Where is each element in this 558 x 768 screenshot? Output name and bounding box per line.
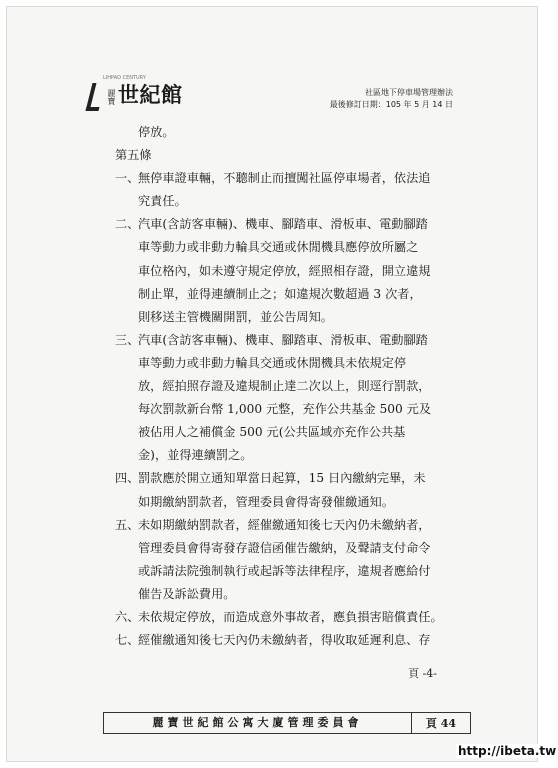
clause-6 <box>115 606 455 629</box>
logo-small-text: 麗寶 <box>107 89 116 105</box>
article-title: 第五條 <box>115 148 152 163</box>
clause-line: 或訴請法院強制執行或起訴等法律程序，違規者應給付 <box>138 563 431 578</box>
clause-line: 罰款應於開立通知單當日起算，15 日內繳納完畢，未 <box>138 471 426 486</box>
clause-line: 每次罰款新台幣 1,000 元整，充作公共基金 500 元及 <box>138 402 432 417</box>
clause-line: 被佔用人之補償金 500 元(公共區域亦充作公共基 <box>138 425 406 440</box>
clause-line: 車等動力或非動力輪具交通或休閒機具應停放所屬之 <box>138 240 419 255</box>
clause-5 <box>115 514 455 606</box>
clause-mark: 一、 <box>115 171 140 186</box>
clause-line: 車等動力或非動力輪具交通或休閒機具未依規定停 <box>138 355 407 370</box>
clause-line: 究責任。 <box>138 194 187 209</box>
clause-line: 金)，並得連續罰之。 <box>138 448 253 463</box>
logo <box>85 75 183 107</box>
clause-line: 未依規定停放，而造成意外事故者，應負損害賠償責任。 <box>138 609 443 624</box>
clause-line: 經催繳通知後七天內仍未繳納者，得收取延遲利息、存 <box>138 633 431 648</box>
clause-line: 制止單，並得連續制止之；如違規次數超過 3 次者， <box>138 286 422 301</box>
clause-mark: 四、 <box>115 471 140 486</box>
document-header <box>330 87 453 111</box>
clause-line: 如期繳納罰款者，管理委員會得寄發催繳通知。 <box>138 494 394 509</box>
logo-subtitle: LIHPAO CENTURY <box>103 75 146 81</box>
clause-line: 汽車(含訪客車輛)、機車、腳踏車、滑板車、電動腳踏 <box>138 332 428 347</box>
document-body <box>115 121 455 652</box>
footer-committee-name: 麗寶世紀館公寓大廈管理委員會 <box>104 713 412 733</box>
clause-line: 未如期繳納罰款者，經催繳通知後七天內仍未繳納者， <box>138 517 431 532</box>
footer-page-number: 頁 44 <box>425 717 457 730</box>
clause-mark: 五、 <box>115 517 140 532</box>
logo-text: 世紀館 <box>118 82 183 107</box>
site-watermark: http://ibeta.tw <box>458 744 557 758</box>
clause-1 <box>115 167 455 213</box>
clause-line: 無停車證車輛，不聽制止而擅闖社區停車場者，依法追 <box>138 171 431 186</box>
clause-mark: 三、 <box>115 332 140 347</box>
document-title: 社區地下停車場管理辦法 <box>365 88 453 97</box>
clause-2 <box>115 213 455 328</box>
page-number: 頁 -4- <box>408 667 437 680</box>
clause-mark: 二、 <box>115 217 140 232</box>
continued-text: 停放。 <box>138 125 175 139</box>
clause-line: 催告及訴訟費用。 <box>138 586 236 601</box>
clause-line: 管理委員會得寄發存證信函催告繳納，及聲請支付命令 <box>138 540 431 555</box>
clause-line: 汽車(含訪客車輛)、機車、腳踏車、滑板車、電動腳踏 <box>138 217 428 232</box>
clause-4 <box>115 467 455 513</box>
clause-mark: 七、 <box>115 633 140 648</box>
clause-line: 車位格內，如未遵守規定停放，經照相存證，開立違規 <box>138 263 431 278</box>
clause-7 <box>115 629 455 652</box>
clause-3 <box>115 329 455 468</box>
document-page <box>6 6 538 762</box>
footer-bar <box>103 712 471 734</box>
clause-mark: 六、 <box>115 609 140 624</box>
logo-mark-icon <box>85 81 105 107</box>
clause-line: 則移送主管機關開罰，並公告周知。 <box>138 309 333 324</box>
clause-line: 放，經拍照存證及違規制止達二次以上，則逕行罰款， <box>138 379 431 394</box>
last-revised-date: 最後修訂日期：105 年 5 月 14 日 <box>329 100 453 109</box>
